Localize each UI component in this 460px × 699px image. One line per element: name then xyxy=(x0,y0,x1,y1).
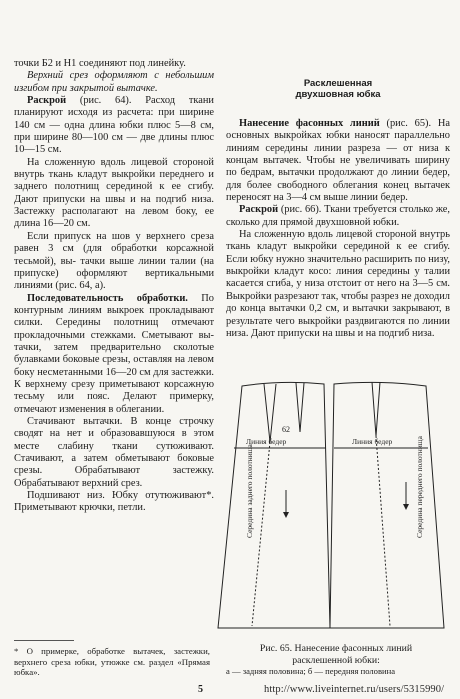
paragraph-heading: Раскрой xyxy=(239,204,279,216)
paragraph xyxy=(14,95,214,157)
back-panel-outline xyxy=(218,382,330,628)
left-column xyxy=(14,0,214,515)
section-header-line: двухшовная юбка xyxy=(295,89,381,100)
paragraph: На сложенную вдоль лицевой стороной внутрь ткань кладут выкройки переднего и заднего полотнищ серединой к ее сгибу. Дают припуски на швы и на подгиб низа. Застежку располагают на левом боку, ее длина 16—20 см. xyxy=(14,156,214,230)
back-dart xyxy=(264,384,276,442)
footnote-divider xyxy=(14,640,74,641)
figure-label: Середина переднего полотнища xyxy=(415,436,424,538)
paragraph: На сложенную вдоль лицевой стороной внутрь ткань кладут выкройки серединой к ее сгибу. Если юбку нужно значительно расширить по низу, выкройки кладут косо: линия середины у талии касается сгиба, у низа отстоит от него на 3—5 см. Выкройки разрезают так, чтобы разрез не доходил до конца вытачки 0,2 см, и вытачки закрывают, в результате чего выкройки раздвигаются по линии низа. Дают припуски на швы и на подгиб низа. xyxy=(226,229,451,339)
arrow-head xyxy=(403,504,409,510)
paragraph xyxy=(226,118,450,204)
caption-line: Рис. 65. Нанесение фасонных линий xyxy=(259,643,413,654)
right-column xyxy=(226,0,450,340)
figure-label: Линия бедер xyxy=(352,437,393,446)
front-panel-outline xyxy=(330,382,444,628)
paragraph xyxy=(14,70,214,95)
paragraph: Подшивают низ. Юбку отутюживают*. Приметывают крючки, петли. xyxy=(14,490,214,514)
skirt-pattern-figure xyxy=(212,378,450,636)
paragraph xyxy=(14,293,214,416)
caption-sub: а — задняя половина; б — передняя половина xyxy=(226,666,396,676)
paragraph-text: По контурным линиям выкроек прокладывают силки. Середины полотнищ отмечают прокладочными стежками. Сметывают вы- тачки, затем предварительно сколотые булавками боковые срезы, оставляя на левом боку несметанными 16—20 см для застежки. К верхнему срезу приметывают корсажную тесьму или пояс. Делают примерку, отмечают изменения в облегании. xyxy=(14,292,214,415)
figure-label: 62 xyxy=(282,425,290,434)
front-dart xyxy=(372,382,380,436)
section-header-line: Расклешенная xyxy=(303,78,373,89)
caption-line: расклешенной юбки: xyxy=(292,654,380,666)
watermark-url: http://www.liveinternet.ru/users/5315990/ xyxy=(264,684,445,695)
section-header xyxy=(226,78,450,100)
page-number: 5 xyxy=(198,684,203,695)
paragraph-text: (рис. 64). Расход ткани планируют исходя из расчета: при ширине 140 см — одна длина юбки плюс 5—8 см, при ширине 80—100 см — две длины плюс 10—15 см. xyxy=(14,95,214,156)
paragraph-text: (рис. 65). На основных выкройках юбки наносят параллельно линиям середины линии разреза — от низа к концам вытачек. Чтобы не увеличивать ширину по бедрам, вытачки продолжают до линии бедер, для более свободного облегания конец вытачек переносят на 3—4 см выше линии бедер. xyxy=(226,118,450,204)
paragraph: точки Б2 и Н1 соединяют под линейку. xyxy=(14,58,186,69)
back-style-line xyxy=(252,442,270,626)
paragraph: Если припуск на шов у верхнего среза равен 3 см (для обработки корсажной тесьмой), вы- тачки выше линии талии (на припуске) оформляют вертикальными линиями (рис. 64, а). xyxy=(14,230,214,292)
paragraph-text: Верхний срез оформляют с небольшим изгибом при закрытой вытачке. xyxy=(14,70,214,94)
paragraph: Стачивают вытачки. В конце строчку сводят на нет и образовавшуюся в этом месте слабину ткани сутюживают. Стачивают, а затем обметывают боковые срезы. Обрабатывают застежку. Обрабатывают верхний срез. xyxy=(14,415,214,489)
figure-label: Линия бедер xyxy=(246,437,287,446)
paragraph-heading: Последовательность обработки. xyxy=(27,292,188,304)
footnote: * О примерке, обработке вытачек, застежки, верхнего среза юбки, утюжке см. раздел «Прямая юбка». xyxy=(14,646,210,678)
front-style-line xyxy=(376,436,390,626)
paragraph-heading: Нанесение фасонных линий xyxy=(239,118,380,129)
figure-caption xyxy=(226,643,446,676)
figure-label: Середина заднего полотнища xyxy=(245,444,254,538)
back-dart xyxy=(296,383,304,432)
arrow-head xyxy=(283,512,289,518)
paragraph xyxy=(226,204,450,229)
paragraph-text: (рис. 66). Ткани требуется столько же, сколько для прямой двухшовной юбки. xyxy=(226,204,450,228)
paragraph-heading: Раскрой xyxy=(27,95,67,107)
